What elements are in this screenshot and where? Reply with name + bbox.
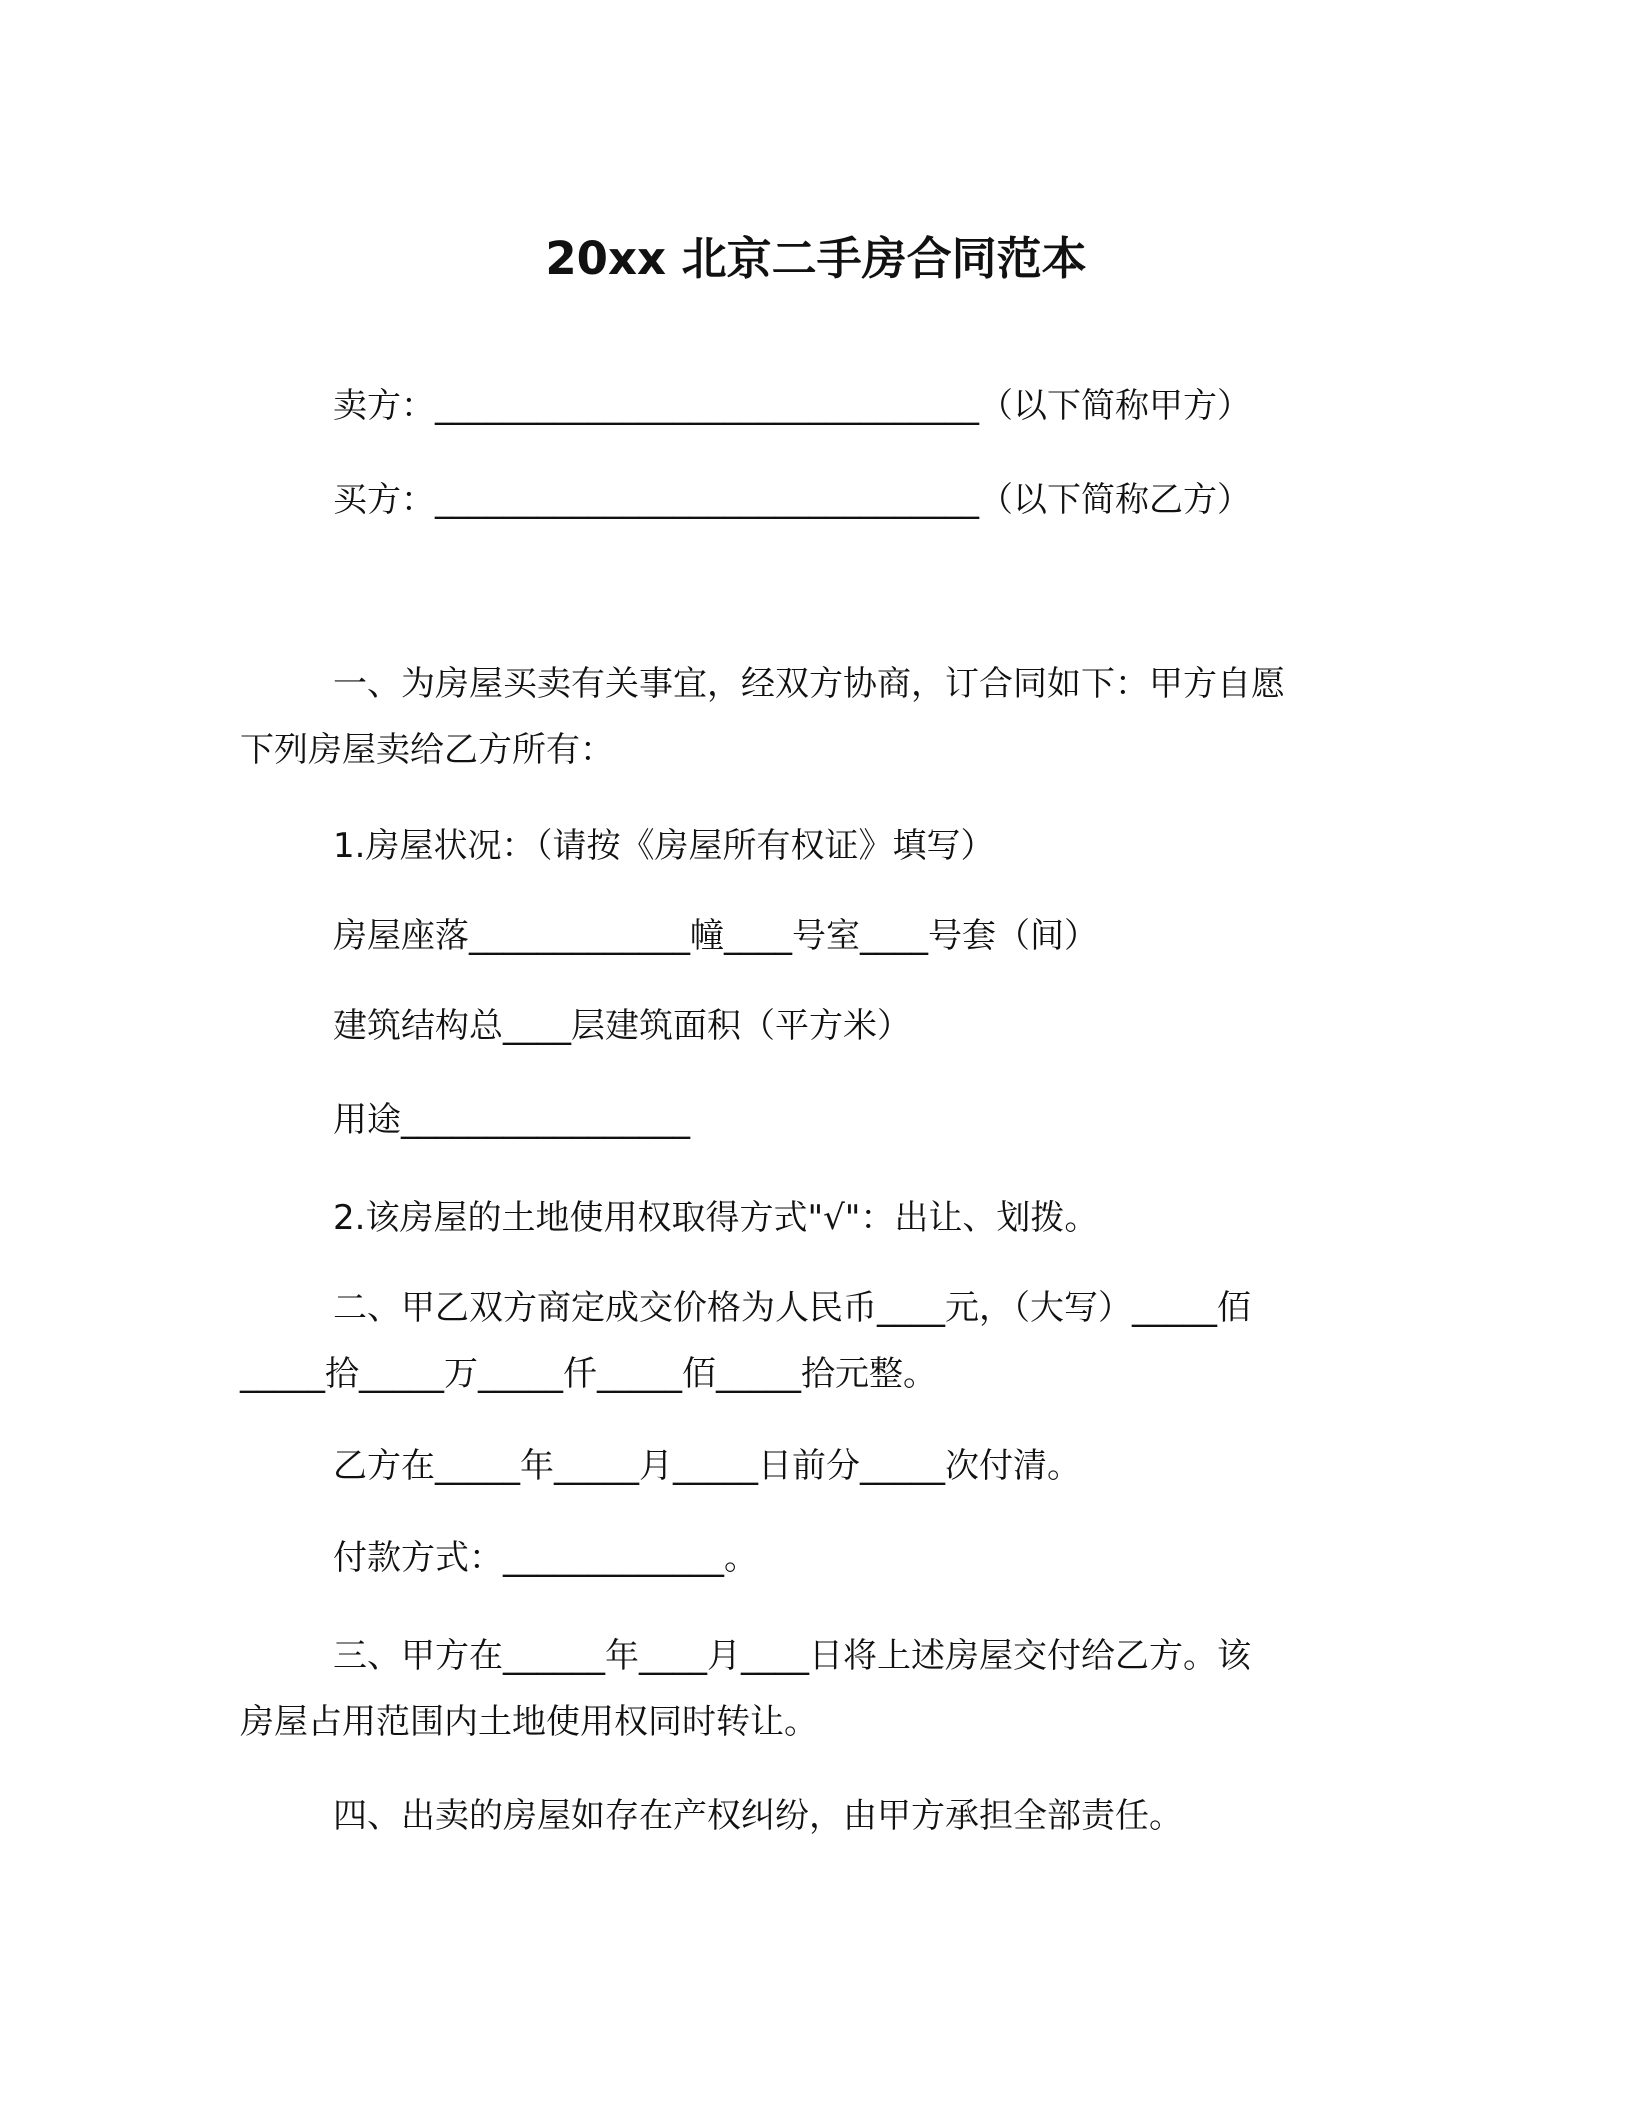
section3-line1: 三、甲方在______年____月____日将上述房屋交付给乙方。该 (333, 1636, 1251, 1676)
item2-land-rights: 2.该房屋的土地使用权取得方式"√"：出让、划拨。 (333, 1198, 1099, 1238)
item1-location: 房屋座落_____________幢____号室____号套（间） (333, 916, 1098, 956)
section1-line2: 下列房屋卖给乙方所有： (240, 730, 614, 770)
payment-method: 付款方式：_____________。 (333, 1538, 758, 1578)
seller-line: 卖方：________________________________（以下简称甲方） (333, 386, 1251, 426)
section4: 四、出卖的房屋如存在产权纠纷，由甲方承担全部责任。 (333, 1796, 1183, 1836)
item1-structure: 建筑结构总____层建筑面积（平方米） (333, 1006, 911, 1046)
section1-line1: 一、为房屋买卖有关事宜，经双方协商，订合同如下：甲方自愿 (333, 664, 1285, 704)
section3-line2: 房屋占用范围内土地使用权同时转让。 (240, 1702, 818, 1742)
section2-line1: 二、甲乙双方商定成交价格为人民币____元，（大写）_____佰 (333, 1288, 1251, 1328)
buyer-line: 买方：________________________________（以下简称乙方） (333, 480, 1251, 520)
item1-heading: 1.房屋状况：（请按《房屋所有权证》填写） (333, 826, 995, 866)
item1-usage: 用途_________________ (333, 1100, 690, 1140)
payment-schedule: 乙方在_____年_____月_____日前分_____次付清。 (333, 1446, 1081, 1486)
section2-line2: _____拾_____万_____仟_____佰_____拾元整。 (240, 1354, 937, 1394)
document-title: 20xx 北京二手房合同范本 (545, 232, 1087, 285)
